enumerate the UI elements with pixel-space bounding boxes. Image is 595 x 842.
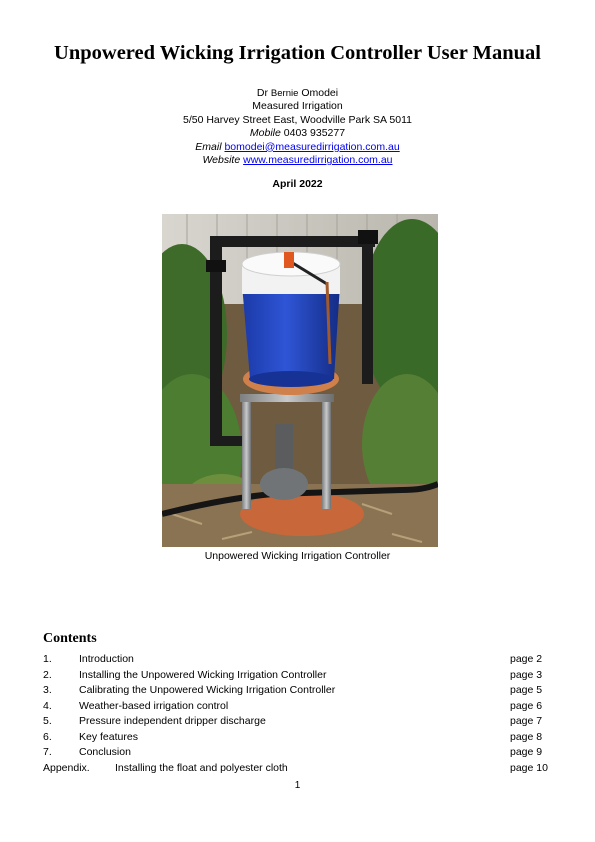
toc-title: Installing the Unpowered Wicking Irrigation Controller: [79, 668, 327, 681]
toc-page: page 9: [510, 746, 543, 758]
document-title: Unpowered Wicking Irrigation Controller User Manual: [54, 42, 541, 64]
toc-page: page 3: [510, 668, 543, 681]
toc-row[interactable]: [43, 746, 553, 762]
toc-number: 4.: [43, 699, 52, 712]
contents-heading: Contents: [43, 631, 97, 646]
author-name: [0, 87, 595, 100]
author-first-name: Bernie: [270, 88, 299, 99]
toc-page: page 8: [510, 730, 543, 743]
toc-page: page 7: [510, 715, 543, 727]
website-link[interactable]: www.measuredirrigation.com.au: [243, 154, 393, 167]
website-label: Website: [202, 154, 241, 167]
mobile-label: Mobile: [249, 127, 281, 140]
mobile-line: [0, 127, 595, 140]
toc-title: Calibrating the Unpowered Wicking Irrigation Controller: [79, 684, 336, 696]
address: 5/50 Harvey Street East, Woodville Park SA 5011: [183, 113, 412, 126]
page-number: 1: [294, 780, 301, 791]
toc-number: 5.: [43, 715, 52, 727]
toc-number: 1.: [43, 653, 52, 665]
toc-page: page 6: [510, 699, 543, 712]
toc-title: Conclusion: [79, 746, 131, 758]
email-label: Email: [195, 140, 222, 153]
toc-title: Pressure independent dripper discharge: [79, 715, 266, 727]
controller-photo: [162, 214, 438, 547]
toc-row[interactable]: [43, 684, 553, 700]
organisation: Measured Irrigation: [252, 100, 343, 113]
toc-title: Weather-based irrigation control: [79, 699, 229, 712]
email-link[interactable]: bomodei@measuredirrigation.com.au: [224, 140, 400, 153]
toc-number: 7.: [43, 746, 52, 758]
author-last-name: Omodei: [301, 87, 339, 99]
toc-number: 2.: [43, 668, 52, 681]
toc-number: Appendix.: [43, 761, 90, 774]
author-prefix: Dr: [256, 87, 268, 99]
toc-row[interactable]: [43, 700, 553, 716]
publication-date: April 2022: [272, 178, 323, 190]
email-line: [0, 141, 595, 154]
website-line: [0, 154, 595, 167]
photo-caption: Unpowered Wicking Irrigation Controller: [204, 550, 391, 562]
toc-row[interactable]: [43, 715, 553, 731]
toc-page: page 2: [510, 653, 543, 665]
toc-page: page 10: [510, 761, 548, 774]
table-of-contents: [43, 653, 553, 777]
toc-title: Key features: [79, 730, 138, 743]
toc-row[interactable]: [43, 669, 553, 685]
toc-title: Introduction: [79, 653, 134, 665]
toc-number: 3.: [43, 684, 52, 696]
toc-page: page 5: [510, 684, 543, 696]
toc-row[interactable]: [43, 731, 553, 747]
toc-row-appendix[interactable]: [43, 762, 553, 778]
mobile-number: 0403 935277: [283, 127, 346, 140]
toc-row[interactable]: [43, 653, 553, 669]
author-block: [0, 87, 595, 167]
toc-title: Installing the float and polyester cloth: [115, 761, 288, 774]
toc-number: 6.: [43, 730, 52, 743]
